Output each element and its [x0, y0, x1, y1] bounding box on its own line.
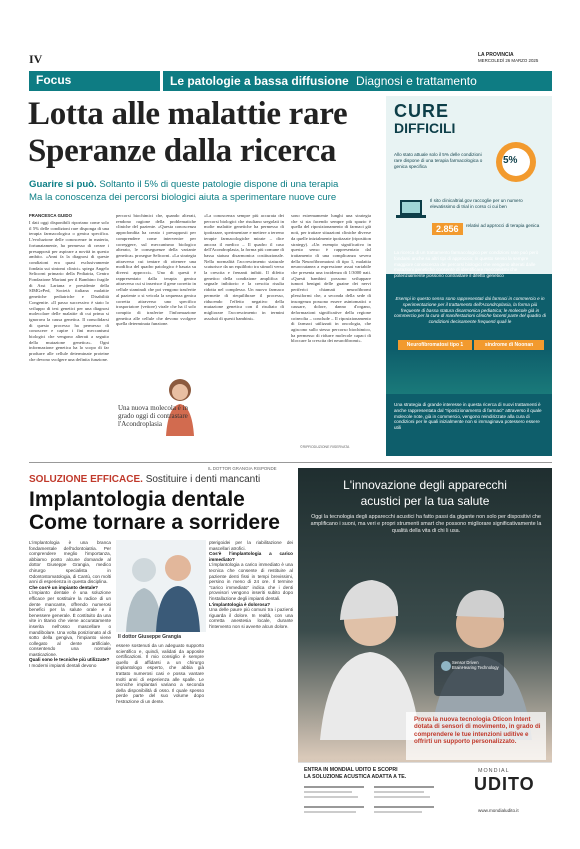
- promo-title-2: acustici per la tua salute: [360, 494, 490, 508]
- ad-question-3: Cos'è l'implantologia a carico immediato?: [209, 551, 293, 562]
- article-col-3: «La conoscenza sempre più accurata dei percorsi biologici che risultano sregolati in molte malattie genetiche ha permesso di ipotizzare, sperimentare e mettere a terreno terapie farmacologiche mirate – dice ancora il medico – Il quadro il caso dell'Acondroplasia, la forma più comune di bassa statura disarmonica costituzionale. Nella normalità l'accrescimento staturale scaturisce da un equilibrio tra stimoli verso la crescita e frenanti inibiti. Il difetto genetico della condizione amplifica il segnale inibitorio e la crescita risulta ridotta nel complesso. Un nuovo farmaco permette di riequilibrare il processo, riducendo l'effetto negativo della mutazione genetica con il risultato di migliorare l'accrescimento in termini assoluti di questi bambini».: [204, 213, 284, 321]
- article-col-4: sono estremamente lunghi una strategia che si sta facendo sempre più spazio è quella del riposizionamento di farmaci già noti, per trattare situazioni cliniche diverse da quelle inizialmente ipotizzate (riposition strategy). «Un esempio significativo in questo senso è rappresentato dal trattamento di una complicanza severa della Neurofibromatosi di tipo 1, malattia neurocutanea a espressione assai variabile che presenta una incidenza di 1/3000 nati. «Questi bambini possono sviluppare tumori benigni delle guaine dei nervi periferici chiamati neurofibromi plessiformi che, a seconda della sede di insorgenza possono essere asintomatici o causare, dolore, danno d'organo, deformazioni significative della regione coinvolta – conclude – Il riposizionamento di farmaci utilizzati in oncologia, che agiscono sullo stesso percorso biochimico, ha permesso di ridurre molecole capaci di bloccare la crescita dei neurofibromi».: [291, 213, 371, 344]
- subheadline-lead: Guarire si può.: [29, 179, 97, 190]
- ad-col-3: [209, 540, 293, 830]
- pie-value: 5%: [503, 155, 518, 166]
- infobox-site-tail: relativi ad approcci di terapia genica: [466, 223, 540, 228]
- promo-text: Oggi la tecnologia degli apparecchi acustici ha fatto passi da gigante non solo per dispositivi che amplificano i suoni, ma veri e propri strumenti smart che possono migliorare significativamente la qualità della vita di chi li usa.: [310, 514, 542, 534]
- ad-headline-1: Implantologia dentale: [29, 488, 245, 511]
- brand-logo: UDITO: [474, 774, 535, 794]
- doctor-photo: [116, 540, 206, 632]
- headline-line-1: Lotta alle malattie rare: [28, 96, 348, 132]
- ad-answer-2: I moderni impianti dentali devono: [29, 663, 97, 669]
- subheadline-rest: Soltanto il 5% di queste patologie dispone di una terapia: [99, 179, 339, 190]
- section-separator: [29, 462, 552, 463]
- infobox-pill-area: [386, 350, 552, 394]
- ad-top-note: IL DOTTOR GRANGIA RISPONDE: [208, 466, 277, 471]
- promo-entry-2: LA SOLUZIONE ACUSTICA ADATTA A TE.: [304, 774, 407, 780]
- ad-col-1-text: L'implantologia è una branca fondamentale dell'odontoiatria. Per comprendere meglio l'importanza, abbiamo posto alcune domande al dottor Giuseppe Grangia, medico chirurgo specialista in Odontostomatologia, di Cantù, con molti anni di esperienza in questa disciplina.: [29, 540, 111, 585]
- ad-headline-2: Come tornare a sorridere: [29, 511, 280, 534]
- infobox-para-3: Una strategia di grande interesse in questa ricerca di nuovi trattamenti è anche rappresentata dal "riposizionamento di farmaci" attraverso il quale molecole note, già in commercio, vengono reindirizzate alla cura di condizioni per le quali inizialmente non si immaginava potessero essere utili: [394, 402, 542, 431]
- ad-question-1: Che cos'è un impianto dentale?: [29, 584, 98, 590]
- ad-col-2: essere sostenuti da un adeguato supporto scientifico e, quindi, validati da apposite certificazioni. Il mio consiglio è sempre quello di affidarsi a un chirurgo implantologo esperto, che abbia già trattato numerosi casi e possa vantare molti anni di esperienza alle spalle. Le tecniche implantari variano a seconda della disponibilità di osso. Il quale spesso perde parte del suo volume dopo l'estrazione di un dente.: [116, 643, 204, 704]
- article-col-2: percorsi biochimici che, quando alterati, rendono ragione della problematiche cliniche del paziente. «Questa conoscenza approfondita ha creato i presupposti per comprendere come intervenire per correggere, sul meccanismo biologico alterato, le conseguenze della variante genetica» prosegue Selicorni. «La strategia attraverso cui tentare di ottenere una modifica del quadro patologico è basata su diversi approcci». Uno di questi è rappresentato dalla terapia genica attraverso cui si inserisce il gene corretto in cellule staminali che poi vengono trasferite al paziente o si veicola la sequenza genica corretta attraverso uno specifico trasportatore (vettore) virale che ha il solo compito di trasferire l'informazione genetica alle cellule che devono svolgere quella determinata funzione.: [116, 213, 196, 327]
- tag-neurofibromatosi: Neurofibromatosi tipo 1: [398, 340, 472, 350]
- promo-box-text: Prova la nuova tecnologia Oticon Intent dotata di sensori di movimento, in grado di comprendere le tue intenzioni uditive e offrirti un supporto personalizzato.: [414, 716, 541, 746]
- infobox-para-1: La ricerca di un trattamento farmacologico per condizioni rare può però fondarsi anche su altri tipi di approccio; in questo senso la sempre maggiore conoscenza dei percorsi biologici che vengono alterati dalle mutazioni genetiche consente di identificare meccanismi che potenzialmente possono contrastare il difetto genetico: [394, 250, 539, 279]
- ad-answer-4: Una delle paure più comuni tra i pazienti riguarda il dolore. In realtà, con una corretta anestesia locale, durante l'intervento non si avverte alcun dolore.: [209, 607, 293, 629]
- hearing-aid-device: [434, 652, 504, 696]
- ad-question-2: Quali sono le tecniche più utilizzate?: [29, 657, 110, 663]
- infobox-para-2: Esempi in questo senso sono rappresentati dai farmaci in commercio e in sperimentazione per il trattamento dell'Acondroplasia, la forma più frequente di bassa statura disarmonica pediatrica; le molecole già in commercio per la cura di manifestazioni cliniche facenti parte del quadro di condizioni decisamente frequenti quali le: [394, 296, 546, 325]
- infobox-site-number: 2.856: [432, 223, 463, 235]
- subheadline-1: [29, 179, 338, 190]
- article-col-1: I dati oggi disponibili riportano come solo il 5% delle condizioni rare disponga di una terapia farmacologica o genica specifica. L'evoluzione delle conoscenze in materia, fortunatamente, ha permesso di creare i presupposti per aspirare a novità in questo ambito. «Anni fa la diagnosi di queste condizioni era quasi esclusivamente fondata sui sintomi clinici» spiega Angelo Selicorni primario della Pediatria, Centro Fondazione Mariani per il Bambino fragile di Asst Lariana e presidente della SIMGePed, Società italiana malattie genetiche pediatriche e Disabilità Congenite. «Il passo successivo è stato lo sviluppo di test genetici per una diagnosi molecolare delle malattie di cui prima si ignorava la causa genetica. Il consolidarsi di questo processo ha permesso di conoscere e capire i fini meccanismi biologici che vengono alterati a seguito della mutazione genetica». Ogni informazione genetica ha lo scopo di far produrre alle cellule determinate proteine che devono svolgere una definita funzione.: [29, 220, 109, 362]
- promo-title-1: L'innovazione degli apparecchi: [343, 478, 507, 492]
- section-title: [170, 74, 477, 88]
- ad-answer-3: L'implantologia a carico immediato è una tecnica che consente di restituire al paziente denti fissi in tempi brevissimi, persino in meno di 24 ore. Il termine "carico immediato" indica che i denti provvisori vengono inseriti subito dopo l'installazione degli impianti dentali.: [209, 562, 293, 601]
- photo-caption: Una nuova molecola è in grado oggi di contrastare l'Acondroplasia: [118, 404, 188, 428]
- infobox-site-text: Il sito clinicaltrial.gov raccoglie per un numero elevatissimo di trial in corso ci cui ben: [430, 198, 523, 209]
- section-tag: Focus: [36, 73, 72, 87]
- brand-top: MONDIAL: [478, 768, 510, 774]
- device-label: Sensor Driven BrainHearing Technology: [452, 660, 499, 670]
- doctor-caption: Il dottor Giuseppe Grangia: [118, 634, 182, 640]
- promo-entry-1: ENTRA IN MONDIAL UDITO E SCOPRI: [304, 767, 398, 773]
- brand-web: www.mondialudito.it: [478, 808, 519, 813]
- infobox-title-1: CURE: [394, 101, 450, 121]
- masthead: LA PROVINCIA: [478, 52, 514, 58]
- store-list: [304, 784, 440, 824]
- ad-kicker-bold: SOLUZIONE EFFICACE.: [29, 474, 143, 485]
- ad-question-4: L'implantologia è dolorosa?: [209, 601, 271, 607]
- section-title-light: Diagnosi e trattamento: [356, 74, 477, 88]
- laptop-icon: [396, 198, 426, 220]
- photo-credit: ©RIPRODUZIONE RISERVATA: [300, 445, 350, 449]
- headline-line-2: Speranze dalla ricerca: [28, 133, 337, 169]
- ad-answer-1: L'impianto dentale è una soluzione efficace per sostituire la radice di un dente mancante, offrendo numerosi benefici per la salute orale e il benessere generale. È costituito da una vite in titanio che viene accuratamente inserita nell'osso mascellare o mandibolare. Una volta posizionato al di sotto della gengiva, l'impianto viene collegato al dente artificiale, consentendo una normale masticazione.: [29, 590, 111, 657]
- page-number: IV: [29, 52, 43, 66]
- section-divider: [160, 71, 163, 91]
- section-title-bold: Le patologie a bassa diffusione: [170, 74, 349, 88]
- subheadline-2: Ma la conoscenza dei percorsi biologici aiuta a sperimentare nuove cure: [29, 192, 337, 203]
- byline: FRANCESCA GUIDO: [29, 213, 73, 218]
- infobox-title-2: DIFFICILI: [394, 120, 456, 136]
- ad-kicker: [29, 474, 260, 485]
- ad-col-3-text: pterigoidei per la riabilitazione dei mascellari atrofici.: [209, 540, 293, 551]
- infobox-stat-text: Allo stato attuale solo il 5% delle condizioni rare dispone di una terapia farmacologica o genica specifica: [394, 152, 483, 169]
- ad-col-1: [29, 540, 111, 830]
- ad-kicker-rest: Sostituire i denti mancanti: [145, 474, 261, 485]
- tag-noonan: sindrome di Noonan: [474, 340, 544, 350]
- page-date: MERCOLEDÌ 26 MARZO 2025: [478, 58, 539, 63]
